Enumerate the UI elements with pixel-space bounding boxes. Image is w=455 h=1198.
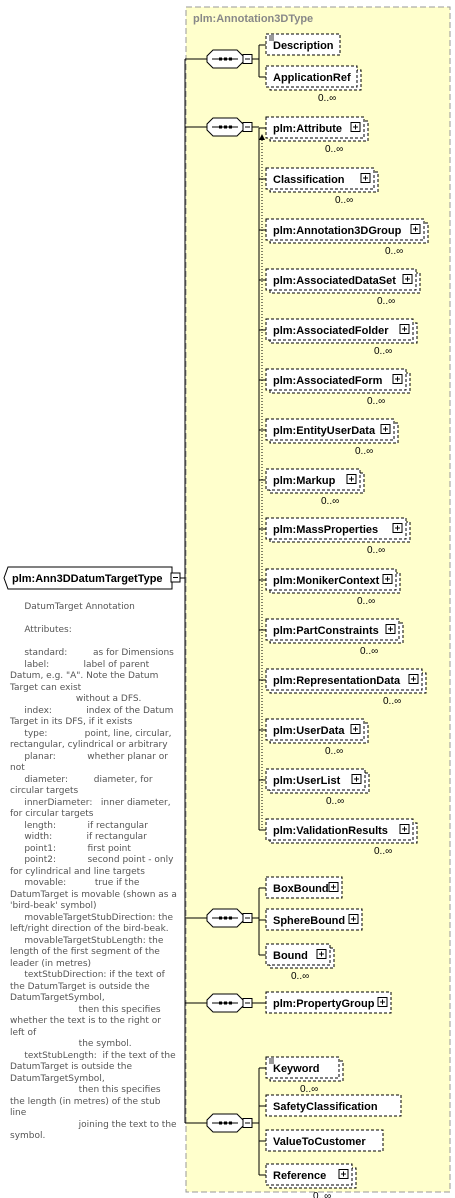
child-element-label: plm:Attribute bbox=[273, 123, 343, 135]
root-element[interactable] bbox=[4, 567, 180, 589]
multiplicity-label: 0..∞ bbox=[291, 971, 310, 982]
child-element-label: Classification bbox=[273, 174, 345, 186]
sequence-dot-icon bbox=[229, 58, 232, 61]
multiplicity-label: 0..∞ bbox=[367, 545, 386, 556]
sequence-dot-icon bbox=[229, 1002, 232, 1005]
child-element[interactable] bbox=[259, 992, 391, 1013]
child-element-label: Reference bbox=[273, 1170, 327, 1182]
multiplicity-label: 0..∞ bbox=[383, 696, 402, 707]
sequence-dot-icon bbox=[224, 58, 227, 61]
sequence-dot-icon bbox=[229, 1122, 232, 1125]
annotation-documentation: DatumTarget Annotation Attributes: standard: as for Dimensions label: label of parent Datum, e.g. "A". Note the Datum Target can exist without a DFS. index: index of the Datum Target in its DFS, if it exists type: point, line, circular, rectangular, cylindrical or arbitrary planar: whether planar or not diameter: diameter, for circular targets innerDiameter: inner diameter, for circular targets length: if rectangular width: if rectangular point1: first point point2: second point - only for cylindrical and line targets movable: true if the DatumTarget is movable (shown as a 'bird-beak' symbol) movableTargetStubDirection: the left/right direction of the bird-beak. movableTargetStubLength: the length of the first segment of the leader (in metres) textStubDirection: if the text of the DatumTarget is outside the DatumTargetSymbol, then this specifies whether the text is to the right or left of the symbol. textStubLength: if the text of the DatumTarget is outside the DatumTargetSymbol, then this specifies the length (in metres) of the stub line joining the text to the symbol. bbox=[10, 602, 177, 1141]
multiplicity-label: 0..∞ bbox=[357, 596, 376, 607]
child-element-label: SphereBound bbox=[273, 915, 346, 927]
multiplicity-label: 0..∞ bbox=[374, 346, 393, 357]
sequence-dot-icon bbox=[224, 126, 227, 129]
child-element-label: plm:PartConstraints bbox=[273, 625, 379, 637]
sequence-dot-icon bbox=[224, 1122, 227, 1125]
type-box-title: plm:Annotation3DType bbox=[193, 13, 314, 25]
sequence-dot-icon bbox=[219, 126, 222, 129]
sequence-dot-icon bbox=[219, 1002, 222, 1005]
child-element-label: plm:MassProperties bbox=[273, 524, 379, 536]
multiplicity-label: 0..∞ bbox=[385, 246, 404, 257]
sequence-dot-icon bbox=[224, 917, 227, 920]
multiplicity-label: 0..∞ bbox=[335, 195, 354, 206]
multiplicity-label: 0..∞ bbox=[360, 646, 379, 657]
child-element-label: BoxBound bbox=[273, 883, 329, 895]
multiplicity-label: 0..∞ bbox=[374, 846, 393, 857]
child-element[interactable] bbox=[259, 909, 362, 930]
child-element[interactable] bbox=[259, 34, 340, 55]
child-element-label: Bound bbox=[273, 950, 308, 962]
root-element-label: plm:Ann3DDatumTargetType bbox=[12, 573, 163, 585]
child-element[interactable] bbox=[259, 1164, 356, 1198]
child-element-label: plm:UserData bbox=[273, 725, 345, 737]
multiplicity-label: 0..∞ bbox=[325, 144, 344, 155]
sequence-group bbox=[185, 992, 391, 1013]
child-element-label: plm:UserList bbox=[273, 775, 341, 787]
multiplicity-label: 0..∞ bbox=[300, 1084, 319, 1095]
sequence-dot-icon bbox=[219, 58, 222, 61]
child-element[interactable] bbox=[259, 1130, 383, 1151]
multiplicity-label: 0..∞ bbox=[326, 796, 345, 807]
multiplicity-label: 0..∞ bbox=[377, 296, 396, 307]
child-element-label: plm:AssociatedDataSet bbox=[273, 275, 396, 287]
child-element-label: plm:RepresentationData bbox=[273, 675, 401, 687]
child-element-label: plm:AssociatedForm bbox=[273, 375, 383, 387]
child-element-label: ValueToCustomer bbox=[273, 1136, 366, 1148]
child-element-label: Description bbox=[273, 40, 334, 52]
multiplicity-label: 0..∞ bbox=[313, 1191, 332, 1198]
child-element-label: plm:PropertyGroup bbox=[273, 998, 375, 1010]
sequence-dot-icon bbox=[219, 1122, 222, 1125]
child-element-label: plm:AssociatedFolder bbox=[273, 325, 389, 337]
child-element-label: plm:EntityUserData bbox=[273, 425, 376, 437]
child-element[interactable] bbox=[259, 1095, 401, 1116]
multiplicity-label: 0..∞ bbox=[367, 396, 386, 407]
sequence-dot-icon bbox=[219, 917, 222, 920]
multiplicity-label: 0..∞ bbox=[355, 446, 374, 457]
child-element-label: SafetyClassification bbox=[273, 1101, 378, 1113]
multiplicity-label: 0..∞ bbox=[318, 93, 337, 104]
sequence-dot-icon bbox=[224, 1002, 227, 1005]
sequence-dot-icon bbox=[229, 126, 232, 129]
child-element-label: ApplicationRef bbox=[273, 72, 351, 84]
child-element-label: plm:MonikerContext bbox=[273, 575, 380, 587]
child-element-label: plm:Annotation3DGroup bbox=[273, 225, 402, 237]
child-element[interactable] bbox=[259, 877, 342, 898]
child-element-label: plm:ValidationResults bbox=[273, 825, 388, 837]
child-element-label: plm:Markup bbox=[273, 475, 336, 487]
multiplicity-label: 0..∞ bbox=[325, 746, 344, 757]
sequence-dot-icon bbox=[229, 917, 232, 920]
multiplicity-label: 0..∞ bbox=[321, 496, 340, 507]
child-element-label: Keyword bbox=[273, 1063, 320, 1075]
